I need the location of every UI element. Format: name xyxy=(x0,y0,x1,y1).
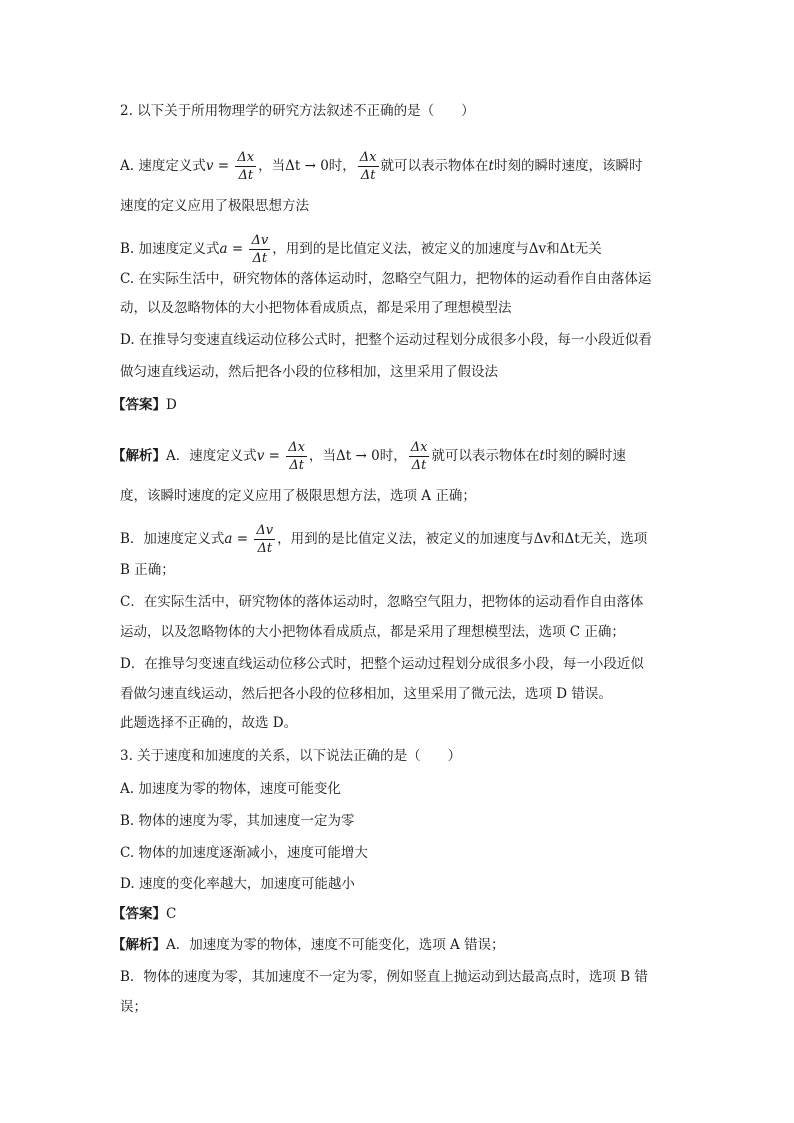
q2-b-accel-fraction: $\frac{\Delta v}{\Delta t}$ xyxy=(251,233,269,266)
q2-analysis-b-line2: B 正确； xyxy=(120,562,175,578)
q2-analysis-accel-fraction: $\frac{\Delta v}{\Delta t}$ xyxy=(256,523,274,556)
q2-analysis-c-line2: 运动，以及忽略物体的大小把物体看成质点，都是采用了理想模型法，选项 C 正确； xyxy=(120,624,625,640)
q2-stem: 2. 以下关于所用物理学的研究方法叙述不正确的是（ ） xyxy=(120,103,475,119)
q3-answer: 【答案】C xyxy=(112,906,177,922)
q3-analysis-a: 【解析】A．加速度为零的物体，速度不可能变化，选项 A 错误； xyxy=(112,937,505,953)
q2-analysis-d-line1: D．在推导匀变速直线运动位移公式时，把整个运动过程划分成很多小段，每一小段近似 xyxy=(120,656,644,672)
q3-option-a: A. 加速度为零的物体，速度可能变化 xyxy=(120,781,341,797)
q2-analysis-c-line1: C．在实际生活中，研究物体的落体运动时，忽略空气阻力，把物体的运动看作自由落体 xyxy=(120,594,644,610)
q3-option-c: C. 物体的加速度逐渐减小，速度可能增大 xyxy=(120,845,368,861)
q2-answer: 【答案】D xyxy=(112,397,177,413)
q2-analysis-instant-fraction: $\frac{\Delta x}{\Delta t}$ xyxy=(410,440,428,473)
q2-option-b: B. 加速度定义式a = $\frac{\Delta v}{\Delta t}$ ，用到的是比值定义法，被定义的加速度与Δv和Δt无关 xyxy=(120,233,602,266)
q2-option-d-line1: D. 在推导匀变速直线运动位移公式时，把整个运动过程划分成很多小段，每一小段近似看 xyxy=(120,332,652,348)
q2-option-c-line2: 动，以及忽略物体的大小把物体看成质点，都是采用了理想模型法 xyxy=(120,300,512,316)
q2-option-a-line2: 速度的定义应用了极限思想方法 xyxy=(120,198,309,214)
q2-analysis-a-line1: 【解析】A．速度定义式v = $\frac{\Delta x}{\Delta t}$ ，当Δt → 0时， $\frac{\Delta x}{\Delta t}$ 就可以表示物体在t时刻的瞬时速 xyxy=(112,440,626,473)
q2-analysis-a-line2: 度，该瞬时速度的定义应用了极限思想方法，选项 A 正确； xyxy=(120,488,476,504)
q3-analysis-b-line2: 误； xyxy=(120,999,147,1015)
q3-option-b: B. 物体的速度为零，其加速度一定为零 xyxy=(120,813,355,829)
q2-analysis-velocity-fraction: $\frac{\Delta x}{\Delta t}$ xyxy=(288,440,306,473)
q2-analysis-d-line2: 看做匀速直线运动，然后把各小段的位移相加，这里采用了微元法，选项 D 错误。 xyxy=(120,686,612,702)
q2-option-c-line1: C. 在实际生活中，研究物体的落体运动时，忽略空气阻力，把物体的运动看作自由落体运 xyxy=(120,271,652,287)
q2-a-velocity-fraction: $\frac{\Delta x}{\Delta t}$ xyxy=(237,150,255,183)
q3-analysis-b-line1: B．物体的速度为零，其加速度不一定为零，例如竖直上抛运动到达最高点时，选项 B 错 xyxy=(120,969,648,985)
q3-option-d: D. 速度的变化率越大，加速度可能越小 xyxy=(120,876,355,892)
q2-analysis-b-line1: B．加速度定义式a = $\frac{\Delta v}{\Delta t}$ ，用到的是比值定义法，被定义的加速度与Δv和Δt无关，选项 xyxy=(120,523,648,556)
q2-conclusion: 此题选择不正确的，故选 D。 xyxy=(120,715,298,731)
q3-stem: 3. 关于速度和加速度的关系，以下说法正确的是（ ） xyxy=(120,748,462,764)
q2-a-instant-fraction: $\frac{\Delta x}{\Delta t}$ xyxy=(359,150,377,183)
q2-option-d-line2: 做匀速直线运动，然后把各小段的位移相加，这里采用了假设法 xyxy=(120,364,498,380)
q2-option-a-line1: A. 速度定义式v = $\frac{\Delta x}{\Delta t}$ ，当Δt → 0时， $\frac{\Delta x}{\Delta t}$ 就可以表示物体在t时刻的瞬时速度，该瞬时 xyxy=(120,150,643,183)
